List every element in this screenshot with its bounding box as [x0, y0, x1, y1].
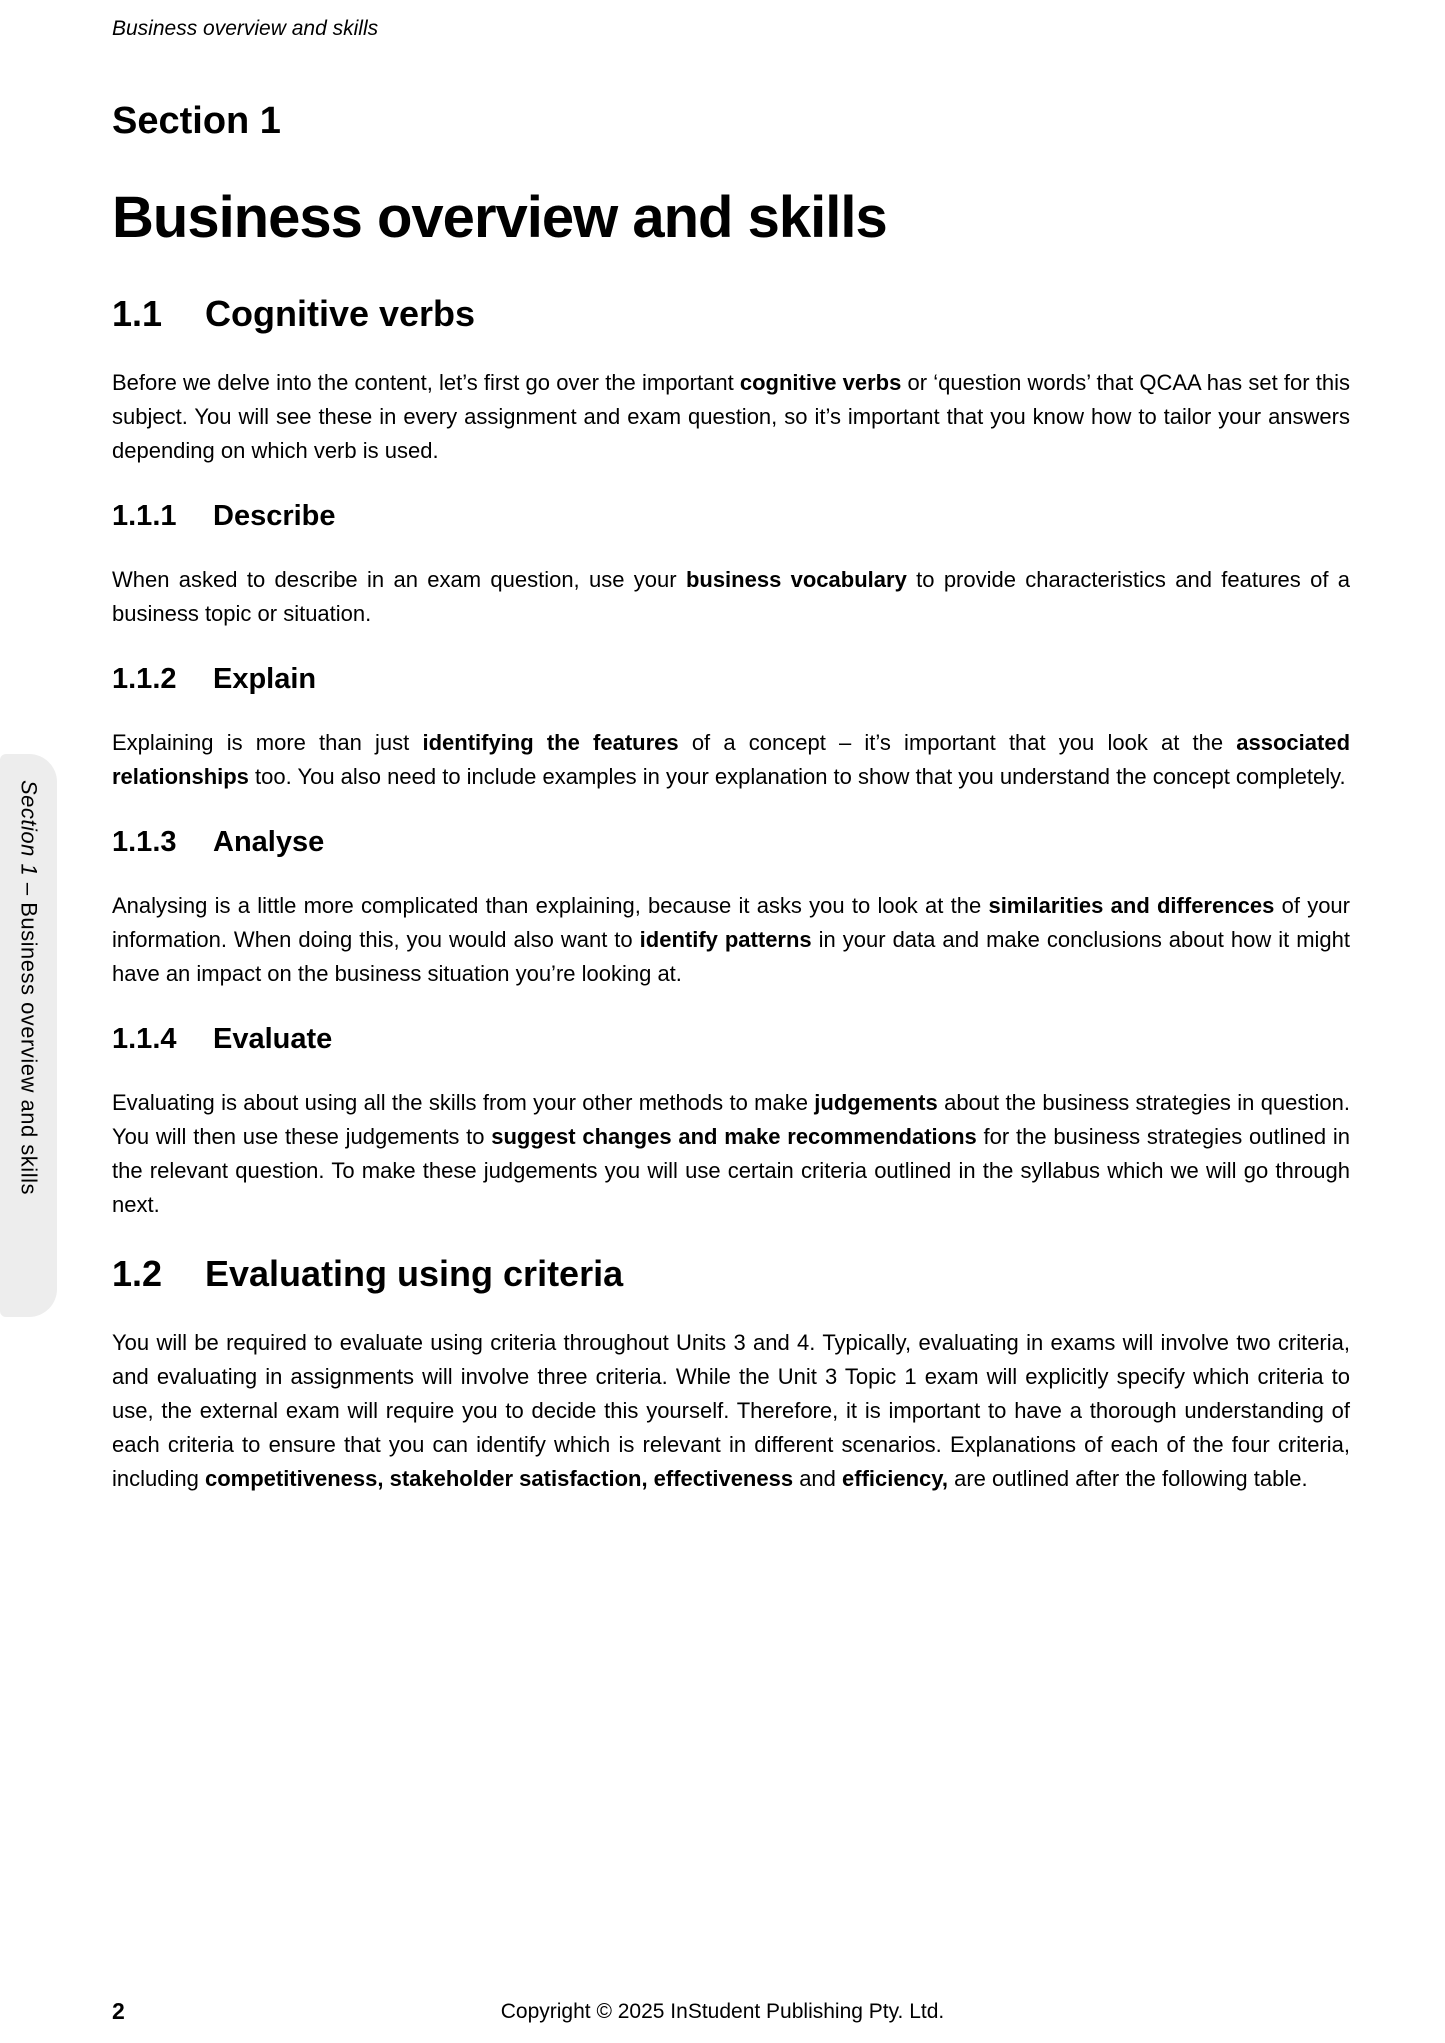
section-title: Describe — [213, 499, 336, 532]
paragraph: Analysing is a little more complicated than explaining, because it asks you to look at the similarities and differences of your information. When doing this, you would also want to identify patterns in your data and make conclusions about how it might have an impact on the business situation you’re looking at. — [112, 892, 1350, 986]
section-title: Evaluate — [213, 1022, 333, 1055]
running-header: Business overview and skills — [112, 17, 379, 40]
section-title: Cognitive verbs — [205, 293, 476, 334]
section-1-1-3 — [112, 824, 1350, 991]
paragraph: You will be required to evaluate using criteria throughout Units 3 and 4. Typically, evaluating in exams will involve two criteria, and evaluating in assignments will involve three criteria. While the Unit 3 Topic 1 exam will explicitly specify which criteria to use, the external exam will require you to decide this yourself. Therefore, it is important to have a thorough understanding of each criteria to ensure that you can identify which is relevant in different scenarios. Explanations of each of the four criteria, including competitiveness, stakeholder satisfaction, effectiveness and efficiency, are outlined after the following table. — [112, 1329, 1350, 1491]
section-title: Analyse — [213, 825, 325, 858]
section-heading-1-2 — [112, 1252, 1350, 1296]
section-number: 1.2 — [112, 1252, 163, 1294]
section-number: 1.1.2 — [112, 662, 177, 695]
paragraph: Explaining is more than just identifying the features of a concept – it’s important that you look at the associated relationships too. You also need to include examples in your explanation to show that you understand the concept completely. — [112, 729, 1351, 789]
sidebar-section-label: Section 1 – Business overview and skills — [16, 780, 42, 1195]
section-1-1-4 — [112, 1021, 1350, 1222]
section-heading-1-1-4 — [112, 1021, 1350, 1057]
section-title: Evaluating using criteria — [205, 1252, 624, 1294]
section-number: 1.1.4 — [112, 1022, 177, 1055]
section-1-1-1 — [112, 498, 1350, 631]
section-heading-1-1-3 — [112, 824, 1350, 860]
paragraph: Evaluating is about using all the skills from your other methods to make judgements about the business strategies in question. You will then use these judgements to suggest changes and make recommendations for the business strategies outlined in the relevant question. To make these judgements you will use certain criteria outlined in the syllabus which we will go through next. — [112, 1089, 1351, 1217]
sidebar-section-tab — [0, 754, 57, 1317]
section-label: Section 1 — [112, 100, 281, 142]
section-1-2 — [112, 1252, 1350, 1496]
section-title: Explain — [213, 662, 317, 695]
section-number: 1.1.3 — [112, 825, 177, 858]
section-heading-1-1 — [112, 292, 1350, 336]
section-number: 1.1 — [112, 293, 163, 334]
section-number: 1.1.1 — [112, 499, 177, 532]
section-1-1-2 — [112, 661, 1350, 794]
page-number: 2 — [112, 1998, 125, 2024]
section-heading-1-1-2 — [112, 661, 1350, 697]
section-1-1 — [112, 292, 1350, 468]
paragraph: When asked to describe in an exam question, use your business vocabulary to provide characteristics and features of a business topic or situation. — [112, 566, 1351, 626]
page-title: Business overview and skills — [112, 185, 887, 250]
copyright-notice: Copyright © 2025 InStudent Publishing Pty. Ltd. — [500, 2000, 945, 2023]
section-heading-1-1-1 — [112, 498, 1350, 534]
paragraph: Before we delve into the content, let’s first go over the important cognitive verbs or ‘question words’ that QCAA has set for this subject. You will see these in every assignment and exam question, so it’s important that you know how to tailor your answers depending on which verb is used. — [112, 369, 1350, 463]
